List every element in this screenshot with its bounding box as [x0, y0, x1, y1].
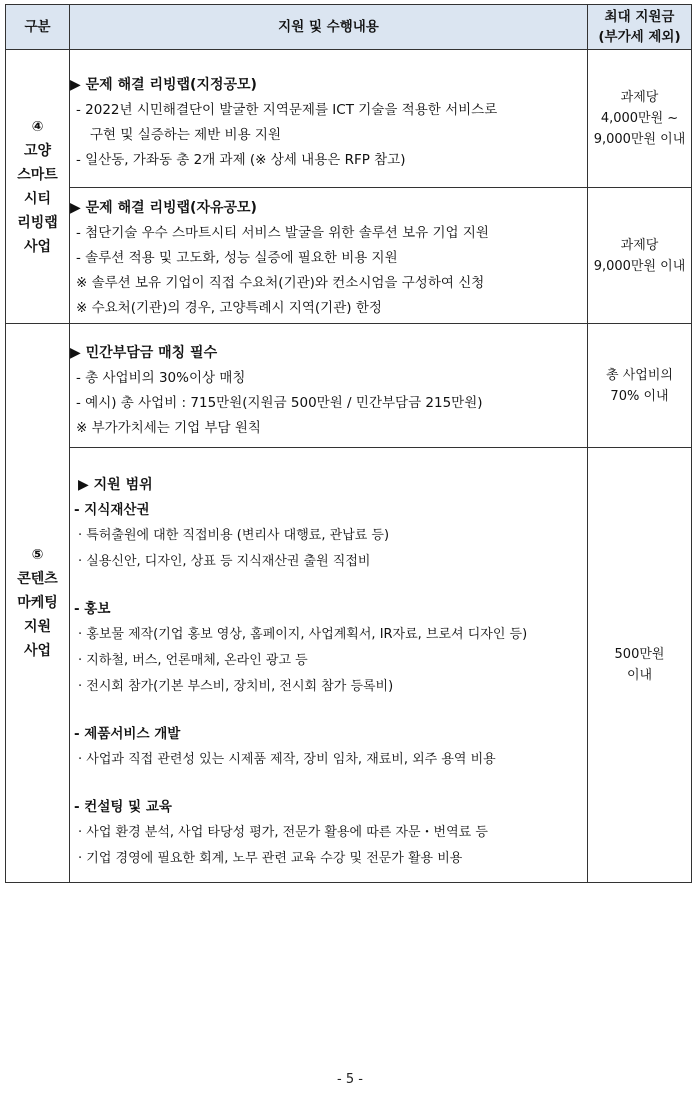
list-item: ※ 수요처(기관)의 경우, 고양특례시 지역(기관) 한정	[76, 300, 382, 316]
list-item: - 일산동, 가좌동 총 2개 과제 (※ 상세 내용은 RFP 참고)	[76, 151, 406, 168]
block-title: ▶ 지원 범위	[78, 476, 153, 493]
content-livinglab-designated	[70, 50, 588, 188]
list-item: · 기업 경영에 필요한 회계, 노무 관련 교육 수강 및 전문가 활용 비용	[78, 850, 463, 866]
list-item: - 첨단기술 우수 스마트시티 서비스 발굴을 위한 솔루션 보유 기업 지원	[76, 225, 489, 241]
list-item: - 2022년 시민해결단이 발굴한 지역문제를 ICT 기술을 적용한 서비스로 구현 및 실증하는 제반 비용 지원	[76, 101, 498, 143]
block-title: ▶ 민간부담금 매칭 필수	[70, 344, 218, 361]
table-row	[6, 448, 692, 883]
list-item: · 전시회 참가(기본 부스비, 장치비, 전시회 참가 등록비)	[78, 678, 394, 694]
category-content-marketing: ⑤ 콘텐츠 마케팅 지원 사업	[6, 324, 70, 883]
list-item: · 사업 환경 분석, 사업 타당성 평가, 전문가 활용에 따른 자문・번역료 등	[78, 824, 488, 840]
table-header-row	[6, 5, 692, 50]
content-support-scope	[70, 448, 588, 883]
list-item: - 예시) 총 사업비 : 715만원(지원금 500만원 / 민간부담금 215만원)	[76, 394, 483, 411]
group-heading-product-dev: - 제품서비스 개발	[74, 725, 181, 742]
list-item: · 사업과 직접 관련성 있는 시제품 제작, 장비 임차, 재료비, 외주 용역 비용	[78, 751, 496, 767]
content-private-matching	[70, 324, 588, 448]
amount-private-matching: 총 사업비의 70% 이내	[588, 324, 692, 448]
block-title: ▶ 문제 해결 리빙랩(자유공모)	[70, 200, 257, 216]
page-number: - 5 -	[337, 1072, 363, 1087]
category-goyang-smartcity-livinglab: ④ 고양 스마트 시티 리빙랩 사업	[6, 50, 70, 324]
group-heading-ip: - 지식재산권	[74, 501, 150, 518]
support-table	[5, 4, 692, 883]
list-item: ※ 솔루션 보유 기업이 직접 수요처(기관)와 컨소시엄을 구성하여 신청	[76, 275, 485, 291]
header-category: 구분	[6, 5, 70, 50]
list-item: - 총 사업비의 30%이상 매칭	[76, 369, 246, 386]
table-row	[6, 324, 692, 448]
list-item: ※ 부가가치세는 기업 부담 원칙	[76, 419, 261, 436]
group-heading-promotion: - 홍보	[74, 600, 111, 617]
list-item: · 홍보물 제작(기업 홍보 영상, 홈페이지, 사업계획서, IR자료, 브로셔 디자인 등)	[78, 626, 528, 642]
group-heading-consulting: - 컨설팅 및 교육	[74, 798, 172, 815]
amount-support-scope: 500만원 이내	[588, 448, 692, 883]
list-item: - 솔루션 적용 및 고도화, 성능 실증에 필요한 비용 지원	[76, 250, 398, 266]
table-row	[6, 50, 692, 188]
list-item: · 특허출원에 대한 직접비용 (변리사 대행료, 관납료 등)	[78, 527, 390, 543]
amount-livinglab-open: 과제당 9,000만원 이내	[588, 188, 692, 324]
amount-livinglab-designated: 과제당 4,000만원 ~ 9,000만원 이내	[588, 50, 692, 188]
list-item: · 실용신안, 디자인, 상표 등 지식재산권 출원 직접비	[78, 553, 371, 569]
header-max-amount: 최대 지원금 (부가세 제외)	[588, 5, 692, 50]
block-title: ▶ 문제 해결 리빙랩(지정공모)	[70, 76, 257, 93]
content-livinglab-open	[70, 188, 588, 324]
list-item: · 지하철, 버스, 언론매체, 온라인 광고 등	[78, 652, 308, 668]
header-content: 지원 및 수행내용	[70, 5, 588, 50]
table-row	[6, 188, 692, 324]
